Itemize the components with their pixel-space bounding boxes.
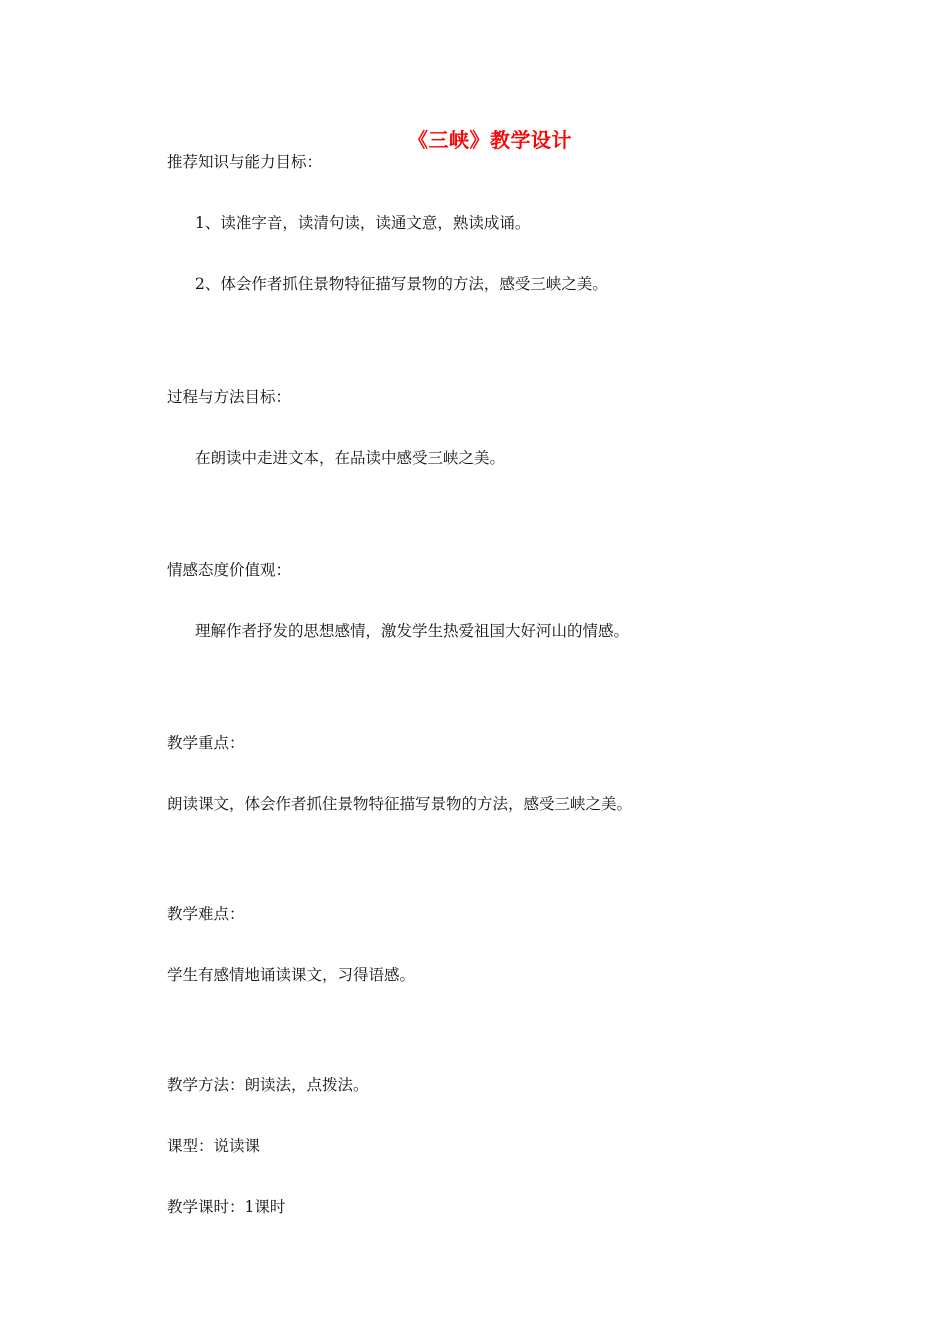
- knowledge-objective-item-1: 1、读准字音，读清句读，读通文意，熟读成诵。: [195, 214, 531, 232]
- key-point-text: 朗读课文，体会作者抓住景物特征描写景物的方法，感受三峡之美。: [167, 795, 633, 813]
- process-objective-text: 在朗读中走进文本，在品读中感受三峡之美。: [195, 449, 506, 467]
- teaching-method: 教学方法：朗读法，点拨法。: [167, 1076, 369, 1094]
- process-objective-heading: 过程与方法目标：: [167, 388, 292, 406]
- knowledge-objective-item-2: 2、体会作者抓住景物特征描写景物的方法，感受三峡之美。: [195, 275, 608, 293]
- emotion-objective-text: 理解作者抒发的思想感情，激发学生热爱祖国大好河山的情感。: [195, 622, 630, 640]
- document-title: 《三峡》教学设计: [408, 128, 572, 152]
- key-point-heading: 教学重点：: [167, 734, 245, 752]
- emotion-objective-heading: 情感态度价值观：: [167, 561, 292, 579]
- difficulty-heading: 教学难点：: [167, 905, 245, 923]
- lesson-hours: 教学课时：1课时: [167, 1198, 286, 1216]
- difficulty-text: 学生有感情地诵读课文，习得语感。: [167, 966, 416, 984]
- knowledge-objective-heading: 推荐知识与能力目标：: [167, 153, 323, 171]
- lesson-type: 课型：说读课: [167, 1137, 261, 1155]
